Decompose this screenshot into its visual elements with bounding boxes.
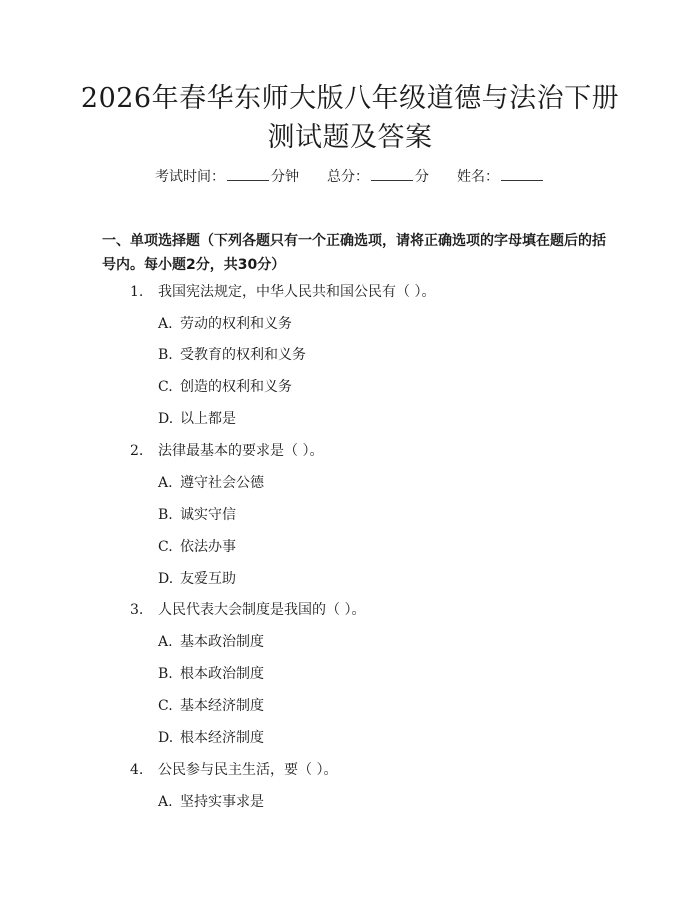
question-2-option-c — [158, 537, 236, 557]
question-2 — [130, 441, 323, 461]
question-number: 2. — [130, 443, 144, 459]
option-text: 创造的权利和义务 — [180, 379, 292, 395]
option-text: 诚实守信 — [180, 507, 236, 523]
option-letter: A. — [158, 794, 173, 810]
question-text: 公民参与民主生活，要（ ）。 — [158, 762, 338, 778]
question-2-option-a — [158, 473, 264, 493]
option-letter: D. — [158, 411, 174, 427]
option-letter: A. — [158, 634, 173, 650]
question-3-option-d — [158, 728, 264, 748]
question-1-option-a — [158, 314, 292, 334]
option-letter: B. — [158, 347, 173, 363]
section-heading: 一、单项选择题（下列各题只有一个正确选项，请将正确选项的字母填在题后的括号内。每小题2分，共30分） — [102, 233, 606, 273]
question-2-option-d — [158, 569, 236, 589]
score-unit: 分 — [415, 169, 429, 185]
option-letter: B. — [158, 666, 173, 682]
option-text: 依法办事 — [180, 539, 236, 555]
option-letter: C. — [158, 379, 173, 395]
time-label: 考试时间： — [155, 169, 225, 185]
option-letter: C. — [158, 698, 173, 714]
question-1-option-c — [158, 377, 292, 397]
question-3 — [130, 600, 365, 620]
time-blank — [227, 167, 269, 181]
time-unit: 分钟 — [271, 169, 299, 185]
option-text: 劳动的权利和义务 — [180, 316, 292, 332]
question-number: 4. — [130, 762, 144, 778]
option-letter: D. — [158, 730, 174, 746]
option-text: 遵守社会公德 — [180, 475, 264, 491]
option-letter: D. — [158, 571, 174, 587]
option-letter: C. — [158, 539, 173, 555]
option-text: 受教育的权利和义务 — [180, 347, 306, 363]
question-text: 人民代表大会制度是我国的（ ）。 — [158, 602, 366, 618]
option-text: 以上都是 — [180, 411, 236, 427]
name-blank — [501, 167, 543, 181]
option-text: 根本政治制度 — [180, 666, 264, 682]
question-4-option-a — [158, 792, 264, 812]
score-label: 总分： — [327, 169, 369, 185]
score-blank — [371, 167, 413, 181]
question-3-option-b — [158, 664, 264, 684]
option-letter: A. — [158, 316, 173, 332]
question-text: 法律最基本的要求是（ ）。 — [158, 443, 324, 459]
document-title-line-1: 2026年春华东师大版八年级道德与法治下册 — [80, 83, 620, 114]
question-text: 我国宪法规定，中华人民共和国公民有（ ）。 — [158, 284, 436, 300]
option-letter: B. — [158, 507, 173, 523]
option-text: 基本政治制度 — [180, 634, 264, 650]
question-1-option-b — [158, 345, 306, 365]
option-text: 友爱互助 — [180, 571, 236, 587]
question-2-option-b — [158, 505, 236, 525]
question-number: 1. — [130, 284, 144, 300]
option-letter: A. — [158, 475, 173, 491]
question-number: 3. — [130, 602, 144, 618]
option-text: 基本经济制度 — [180, 698, 264, 714]
question-1 — [130, 282, 435, 302]
question-4 — [130, 760, 337, 780]
name-label: 姓名： — [457, 169, 499, 185]
question-3-option-c — [158, 696, 264, 716]
question-1-option-d — [158, 409, 236, 429]
option-text: 坚持实事求是 — [180, 794, 264, 810]
question-3-option-a — [158, 632, 264, 652]
exam-meta — [0, 167, 700, 187]
document-title-line-2: 测试题及答案 — [267, 122, 433, 153]
option-text: 根本经济制度 — [180, 730, 264, 746]
